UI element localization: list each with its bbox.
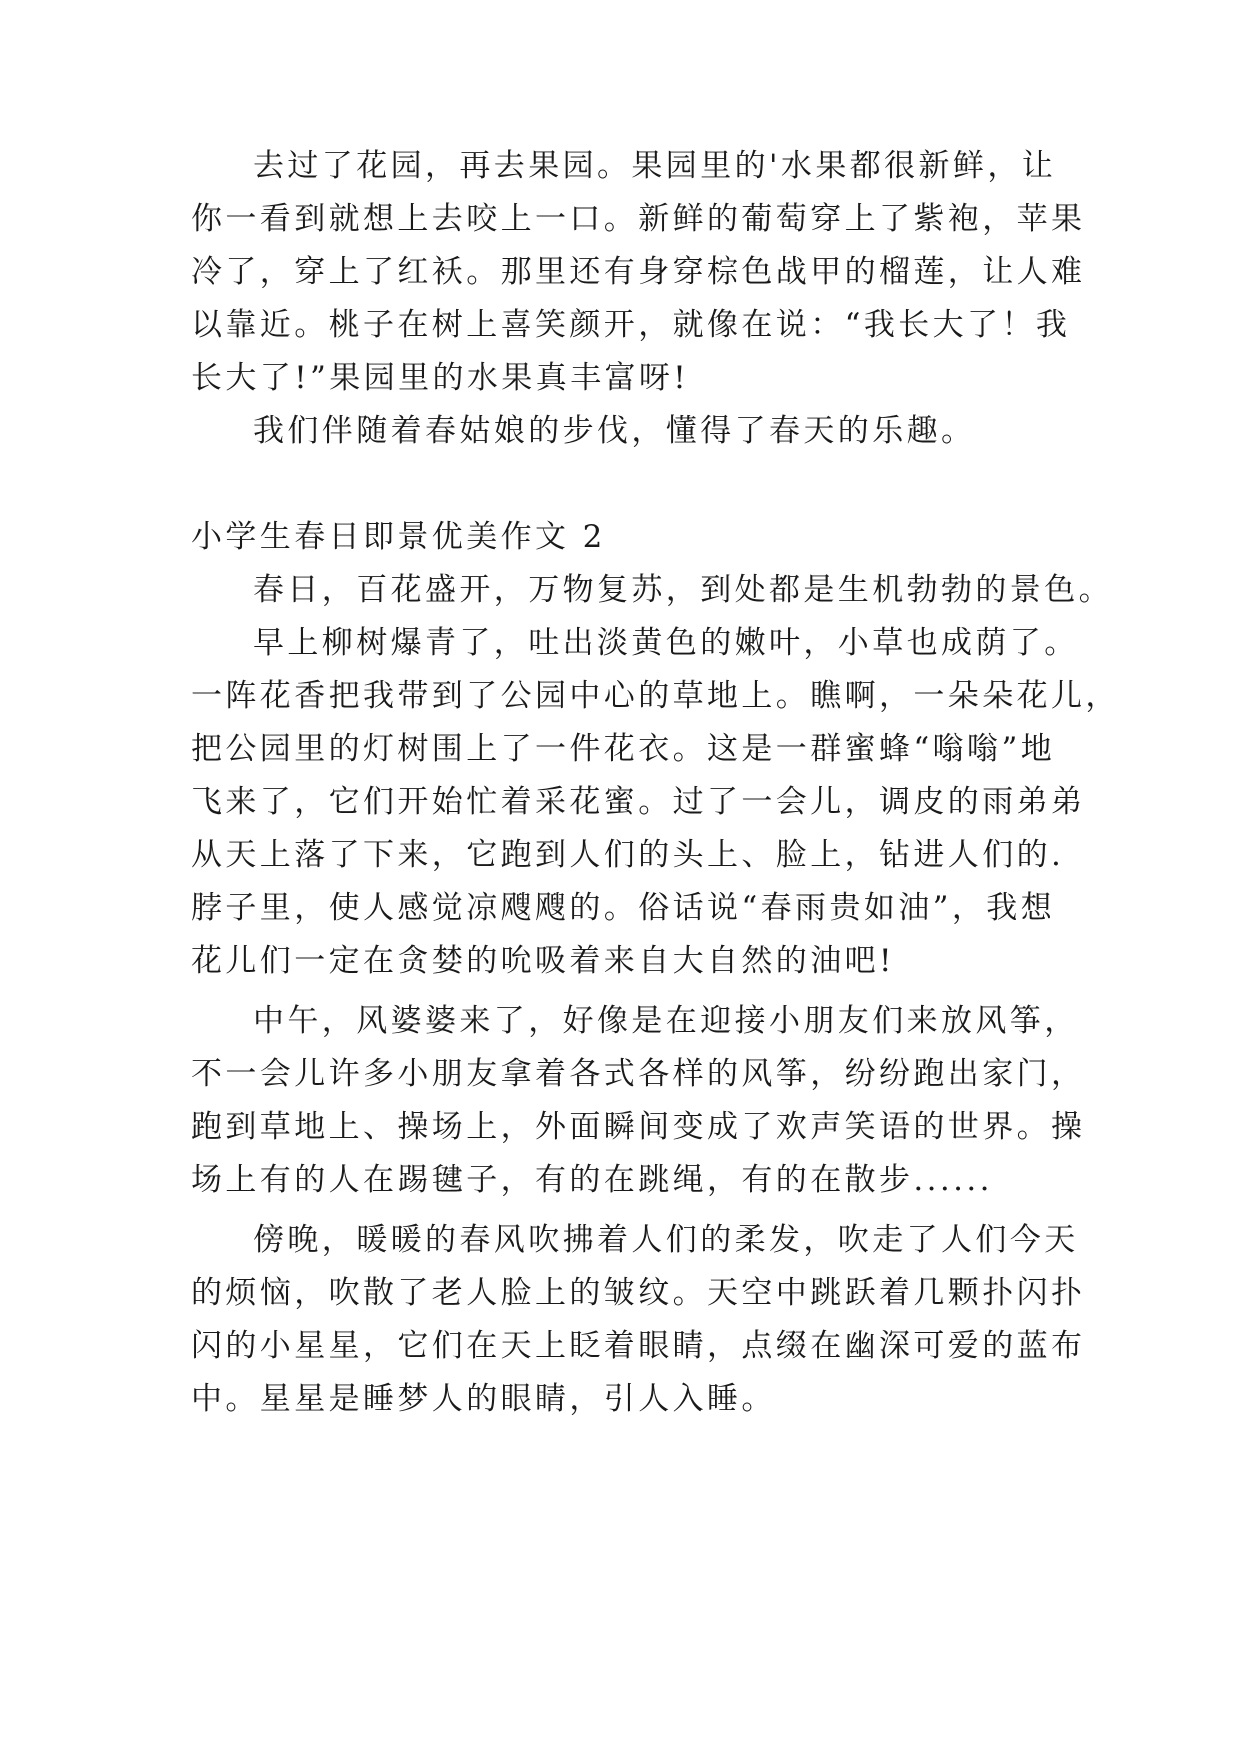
text-line: 的烦恼，吹散了老人脸上的皱纹。天空中跳跃着几颗扑闪扑	[191, 1275, 1086, 1311]
text-line: 你一看到就想上去咬上一口。新鲜的葡萄穿上了紫袍，苹果	[191, 201, 1086, 237]
text-line: 中午，风婆婆来了，好像是在迎接小朋友们来放风筝，	[253, 1003, 1079, 1039]
text-line: 冷了，穿上了红袄。那里还有身穿棕色战甲的榴莲，让人难	[191, 254, 1086, 290]
text-line: 去过了花园，再去果园。果园里的'水果都很新鲜，让	[253, 148, 1057, 184]
text-line: 中。星星是睡梦人的眼睛，引人入睡。	[191, 1381, 776, 1417]
text-line: 以靠近。桃子在树上喜笑颜开，就像在说：“我长大了！我	[191, 307, 1071, 343]
text-line: 早上柳树爆青了，吐出淡黄色的嫩叶，小草也成荫了。	[253, 625, 1079, 661]
text-line: 傍晚，暖暖的春风吹拂着人们的柔发，吹走了人们今天	[253, 1222, 1079, 1258]
essay-title: 小学生春日即景优美作文 2	[191, 519, 606, 555]
text-line: 长大了!”果园里的水果真丰富呀!	[191, 360, 690, 396]
text-line: 花儿们一定在贪婪的吮吸着来自大自然的油吧!	[191, 943, 895, 979]
text-line: 从天上落了下来，它跑到人们的头上、脸上，钻进人们的.	[191, 837, 1065, 873]
text-line: 把公园里的灯树围上了一件花衣。这是一群蜜蜂“嗡嗡”地	[191, 731, 1056, 767]
text-line: 脖子里，使人感觉凉飕飕的。俗话说“春雨贵如油”，我想	[191, 890, 1056, 926]
text-line: 闪的小星星，它们在天上眨着眼睛，点缀在幽深可爱的蓝布	[191, 1328, 1086, 1364]
text-line: 一阵花香把我带到了公园中心的草地上。瞧啊，一朵朵花儿，	[191, 678, 1120, 714]
text-line: 飞来了，它们开始忙着采花蜜。过了一会儿，调皮的雨弟弟	[191, 784, 1086, 820]
text-line: 场上有的人在踢毽子，有的在跳绳，有的在散步......	[191, 1162, 993, 1198]
text-line: 春日，百花盛开，万物复苏，到处都是生机勃勃的景色。	[253, 572, 1113, 608]
text-line: 跑到草地上、操场上，外面瞬间变成了欢声笑语的世界。操	[191, 1109, 1086, 1145]
text-line: 不一会儿许多小朋友拿着各式各样的风筝，纷纷跑出家门，	[191, 1056, 1086, 1092]
text-line: 我们伴随着春姑娘的步伐，懂得了春天的乐趣。	[253, 413, 976, 449]
